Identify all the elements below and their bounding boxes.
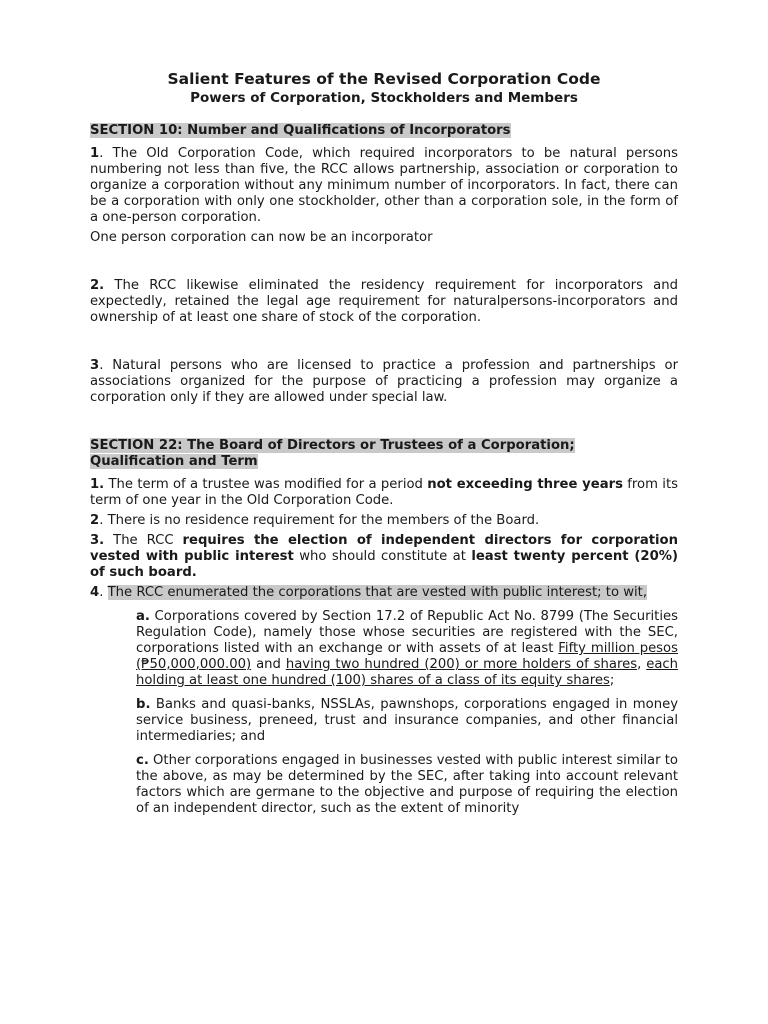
section-10-paragraph-2: 2. The RCC likewise eliminated the residency requirement for incorporators and expectedly, retained the legal age requirement for naturalpersons-incorporators and ownership of at least one share of stock of the corporation. [90,278,678,325]
section-10-paragraph-3: 3. Natural persons who are licensed to practice a profession and partnerships or associations organized for the purpose of practicing a profession may organize a corporation only if they are allowed under special law. [90,358,678,405]
list-item-c: c. Other corporations engaged in businesses vested with public interest similar to the above, as may be determined by the SEC, after taking into account relevant factors which are germane to the objective and purpose of requiring the election of an independent director, such as the extent of minority [136,753,678,816]
document-title: Salient Features of the Revised Corporation Code [167,70,601,88]
section-22-paragraph-1: 1. The term of a trustee was modified for a period not exceeding three years from its term of one year in the Old Corporation Code. [90,477,678,508]
document-subtitle: Powers of Corporation, Stockholders and Members [190,90,578,106]
section-22-heading: SECTION 22: The Board of Directors or Trustees of a Corporation; Qualification and Term [90,438,575,469]
section-10-note: One person corporation can now be an incorporator [90,230,433,245]
section-10-paragraph-1: 1. The Old Corporation Code, which required incorporators to be natural persons numbering not less than five, the RCC allows partnership, association or corporation to organize a corporation without any minimum number of incorporators. In fact, there can be a corporation with only one stockholder, other than a corporation sole, in the form of a one-person corporation. [90,146,678,225]
section-22-paragraph-3: 3. The RCC requires the election of independent directors for corporation vested with public interest who should constitute at least twenty percent (20%) of such board. [90,533,678,580]
document-page [90,70,678,817]
list-item-b: b. Banks and quasi-banks, NSSLAs, pawnshops, corporations engaged in money service business, preneed, trust and insurance companies, and other financial intermediaries; and [136,697,678,744]
list-item-a: a. Corporations covered by Section 17.2 of Republic Act No. 8799 (The Securities Regulation Code), namely those whose securities are registered with the SEC, corporations listed with an exchange or with assets of at least Fifty million pesos (₱50,000,000.00) and having two hundred (200) or more holders of shares, each holding at least one hundred (100) shares of a class of its equity shares; [136,609,679,688]
section-22-paragraph-4: 4. The RCC enumerated the corporations that are vested with public interest; to wit, [90,585,648,600]
section-22-paragraph-2: 2. There is no residence requirement for the members of the Board. [90,513,540,528]
section-10-heading: SECTION 10: Number and Qualifications of Incorporators [90,123,511,138]
